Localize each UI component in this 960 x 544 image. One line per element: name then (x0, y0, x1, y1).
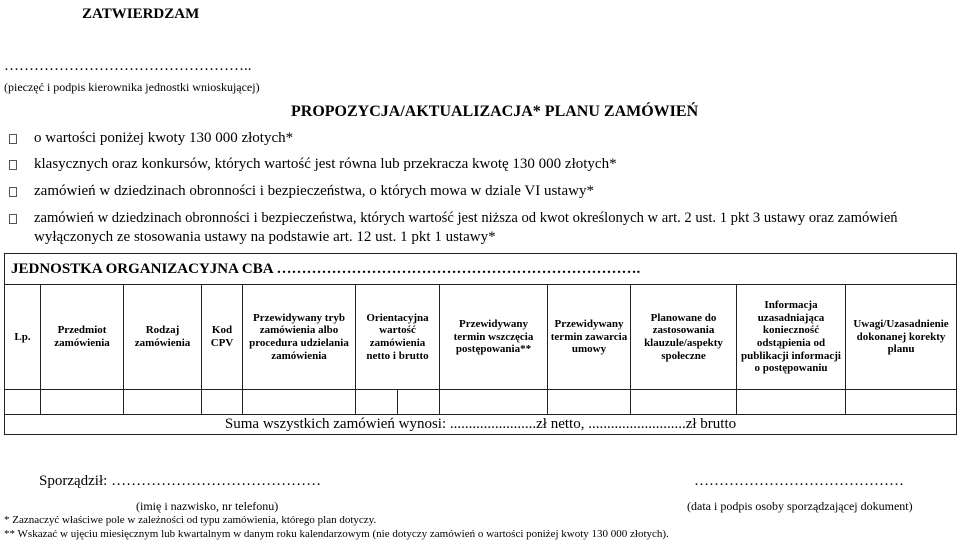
date-signature-caption: (data i podpis osoby sporządzającej dokument) (687, 499, 913, 513)
footnote-2: ** Wskazać w ujęciu miesięcznym lub kwartalnym w danym roku kalendarzowym (nie dotyczy zamówień o wartości poniżej kwoty 130 000 złotych). (4, 528, 669, 540)
col-header-subject: Przedmiot zamówienia (41, 285, 124, 390)
col-header-social-clauses: Planowane do zastosowania klauzule/aspekty społeczne (631, 285, 737, 390)
col-header-contract-date: Przewidywany termin zawarcia umowy (548, 285, 631, 390)
option-3-label: zamówień w dziedzinach obronności i bezpieczeństwa, o których mowa w dziale VI ustawy* (34, 183, 594, 199)
sum-row-text: Suma wszystkich zamówień wynosi: .......................zł netto, ..........................zł brutto (5, 415, 957, 435)
option-3-checkbox[interactable] (9, 187, 17, 197)
organizational-unit-label: JEDNOSTKA ORGANIZACYJNA CBA ………………………………………………………………. (5, 254, 957, 285)
col-header-cpv: Kod CPV (202, 285, 243, 390)
col-header-procedure: Przewidywany tryb zamówienia albo procedura udzielania zamówienia (243, 285, 356, 390)
signature-line: ………………………………………….. (4, 58, 252, 74)
option-1-checkbox[interactable] (9, 134, 17, 144)
cell-procedure[interactable] (243, 390, 356, 415)
footnote-1: * Zaznaczyć właściwe pole w zależności od typu zamówienia, którego plan dotyczy. (4, 514, 377, 526)
cell-value-netto[interactable] (356, 390, 398, 414)
cell-social-clauses[interactable] (631, 390, 737, 415)
prepared-by-line: Sporządził: …………………………………… (39, 473, 322, 489)
option-4-label: zamówień w dziedzinach obronności i bezpieczeństwa, których wartość jest niższa od kwot określonych w art. 2 ust. 1 pkt 3 ustawy oraz zamówień (34, 210, 898, 226)
option-4-checkbox[interactable] (9, 214, 17, 224)
approve-heading: ZATWIERDZAM (82, 6, 200, 22)
cell-type[interactable] (124, 390, 202, 415)
cell-subject[interactable] (41, 390, 124, 415)
cell-start-date[interactable] (440, 390, 548, 415)
option-1-label: o wartości poniżej kwoty 130 000 złotych* (34, 130, 294, 146)
cell-contract-date[interactable] (548, 390, 631, 415)
option-2-checkbox[interactable] (9, 160, 17, 170)
cell-remarks[interactable] (846, 390, 957, 415)
col-header-start-date: Przewidywany termin wszczęcia postępowania** (440, 285, 548, 390)
cell-lp[interactable] (5, 390, 41, 415)
cell-cpv[interactable] (202, 390, 243, 415)
cell-value[interactable] (356, 390, 440, 415)
date-signature-line: …………………………………… (694, 473, 904, 489)
plan-table (4, 253, 957, 435)
document-title: PROPOZYCJA/AKTUALIZACJA* PLANU ZAMÓWIEŃ (291, 103, 699, 120)
col-header-publication-waiver: Informacja uzasadniająca konieczność odstąpienia od publikacji informacji o postępowaniu (737, 285, 846, 390)
col-header-lp: Lp. (5, 285, 41, 390)
signature-caption: (pieczęć i podpis kierownika jednostki wnioskującej) (4, 80, 260, 94)
col-header-value: Orientacyjna wartość zamówienia netto i brutto (356, 285, 440, 390)
cell-publication-waiver[interactable] (737, 390, 846, 415)
prepared-by-caption: (imię i nazwisko, nr telefonu) (136, 499, 279, 513)
col-header-type: Rodzaj zamówienia (124, 285, 202, 390)
cell-value-brutto[interactable] (398, 390, 439, 414)
option-4-label-continued: wyłączonych ze stosowania ustawy na podstawie art. 12 ust. 1 pkt 1 ustawy* (34, 229, 496, 245)
option-2-label: klasycznych oraz konkursów, których wartość jest równa lub przekracza kwotę 130 000 złotych* (34, 156, 617, 172)
col-header-remarks: Uwagi/Uzasadnienie dokonanej korekty planu (846, 285, 957, 390)
table-row (5, 390, 957, 415)
